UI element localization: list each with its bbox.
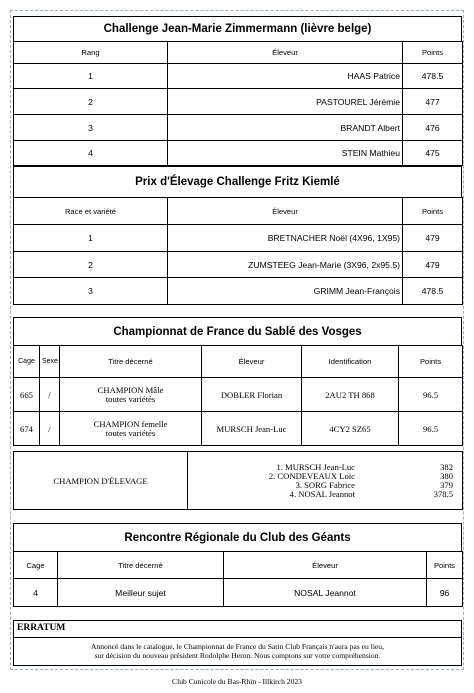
table-row (14, 64, 463, 89)
rang-cell: 2 (14, 89, 168, 115)
header-titre: Titre décerné (60, 346, 202, 378)
titre-cell (60, 412, 202, 446)
identification-cell: 2AU2 TH 868 (302, 378, 399, 412)
header-points: Points (403, 42, 463, 64)
table-header-row (14, 552, 463, 579)
points-cell: 479 (403, 252, 463, 278)
champion-elevage-label: CHAMPION D'ÉLEVAGE (14, 452, 188, 510)
section-title-text: Challenge Jean-Marie Zimmermann (lièvre belge) (103, 23, 372, 35)
titre-line: toutes variétés (105, 427, 156, 438)
eleveur-cell: NOSAL Jeannot (224, 579, 427, 607)
titre-cell (60, 378, 202, 412)
table-row (14, 278, 463, 305)
table-header-row (14, 346, 463, 378)
section-championnat-sable (13, 317, 462, 446)
eleveur-cell: PASTOUREL Jérémie (168, 89, 403, 115)
erratum-line: Annoncé dans le catalogue, le Championnat de France du Satin Club Français n'aura pas eu lieu, (90, 642, 384, 651)
eleveur-cell: STEIN Mathieu (168, 141, 403, 166)
points-cell: 478.5 (403, 278, 463, 305)
header-points: Points (403, 198, 463, 225)
header-eleveur: Éleveur (224, 552, 427, 579)
table-header-row (14, 198, 463, 225)
erratum-box (13, 620, 462, 666)
page-footer: Club Cunicole du Bas-Rhin - Illkirch 2023 (172, 677, 302, 686)
elevage-name: 1. MURSCH Jean-Luc (276, 461, 355, 472)
table-row (14, 452, 463, 510)
elevage-name: 3. SORG Fabrice (295, 479, 355, 490)
points-cell: 475 (403, 141, 463, 166)
table-row (14, 141, 463, 166)
sexe-cell: / (40, 412, 60, 446)
identification-cell: 4CY2 SZ65 (302, 412, 399, 446)
header-points: Points (399, 346, 463, 378)
eleveur-cell: BRETNACHER Noël (4X96, 1X95) (168, 225, 403, 252)
cage-cell: 674 (14, 412, 40, 446)
elevage-points-value: 380 (440, 470, 453, 481)
results-table (13, 551, 463, 607)
points-cell: 476 (403, 115, 463, 141)
table-header-row (14, 42, 463, 64)
elevage-points (355, 463, 453, 499)
header-cage: Cage (14, 552, 58, 579)
points-cell: 477 (403, 89, 463, 115)
table-row (14, 89, 463, 115)
section-title (13, 16, 462, 41)
header-race: Race et variété (14, 198, 168, 225)
section-challenge-zimmermann (13, 16, 462, 166)
results-table (13, 41, 463, 166)
erratum-title: ERRATUM (14, 621, 461, 638)
race-cell: 2 (14, 252, 168, 278)
section-title-text: Prix d'Élevage Challenge Fritz Kiemlé (135, 176, 340, 188)
table-row (14, 412, 463, 446)
points-cell: 96.5 (399, 412, 463, 446)
eleveur-cell: HAAS Patrice (168, 64, 403, 89)
points-cell: 479 (403, 225, 463, 252)
header-titre: Titre décerné (58, 552, 224, 579)
header-eleveur: Éleveur (168, 42, 403, 64)
table-row (14, 252, 463, 278)
header-cage: Cage (14, 346, 40, 378)
table-row (14, 115, 463, 141)
sexe-cell: / (40, 378, 60, 412)
points-cell: 96 (427, 579, 463, 607)
results-table (13, 345, 463, 446)
header-identification: Identification (302, 346, 399, 378)
eleveur-cell: MURSCH Jean-Luc (202, 412, 302, 446)
table-row (14, 225, 463, 252)
titre-cell: Meilleur sujet (58, 579, 224, 607)
race-cell: 1 (14, 225, 168, 252)
section-title-text: Rencontre Régionale du Club des Géants (124, 531, 351, 544)
elevage-name: 2. CONDEVEAUX Loïc (268, 470, 355, 481)
eleveur-cell: DOBLER Florian (202, 378, 302, 412)
rang-cell: 4 (14, 141, 168, 166)
elevage-points-value: 378.5 (433, 488, 453, 499)
elevage-points-value: 379 (440, 479, 453, 490)
header-eleveur: Éleveur (202, 346, 302, 378)
section-rencontre-geants (13, 523, 462, 607)
header-rang: Rang (14, 42, 168, 64)
race-cell: 3 (14, 278, 168, 305)
champion-elevage-table (13, 451, 463, 510)
table-row (14, 378, 463, 412)
cage-cell: 4 (14, 579, 58, 607)
header-sexe: Sexe (40, 346, 60, 378)
champion-elevage-list (188, 452, 463, 510)
points-cell: 96.5 (399, 378, 463, 412)
titre-line: CHAMPION femelle (93, 418, 168, 429)
erratum-line: sur décision du nouveau président Rodolphe Heron. Nous comptons sur votre compréhension. (94, 651, 381, 660)
section-title (13, 523, 462, 551)
header-points: Points (427, 552, 463, 579)
eleveur-cell: ZUMSTEEG Jean-Marie (3X96, 2x95.5) (168, 252, 403, 278)
section-title (13, 166, 462, 197)
eleveur-cell: GRIMM Jean-François (168, 278, 403, 305)
section-prix-elevage (13, 166, 462, 305)
titre-line: toutes variétés (105, 393, 156, 404)
erratum-text (14, 638, 461, 660)
champion-elevage-box (13, 451, 462, 510)
section-title (13, 317, 462, 345)
rang-cell: 3 (14, 115, 168, 141)
elevage-name: 4. NOSAL Jeannot (289, 488, 355, 499)
titre-line: CHAMPION Mâle (97, 384, 164, 395)
rang-cell: 1 (14, 64, 168, 89)
elevage-names (190, 463, 355, 499)
eleveur-cell: BRANDT Albert (168, 115, 403, 141)
elevage-points-value: 382 (440, 461, 453, 472)
table-row (14, 579, 463, 607)
header-eleveur: Éleveur (168, 198, 403, 225)
cage-cell: 665 (14, 378, 40, 412)
section-title-text: Championnat de France du Sablé des Vosges (113, 325, 362, 338)
points-cell: 478.5 (403, 64, 463, 89)
results-table (13, 197, 463, 305)
